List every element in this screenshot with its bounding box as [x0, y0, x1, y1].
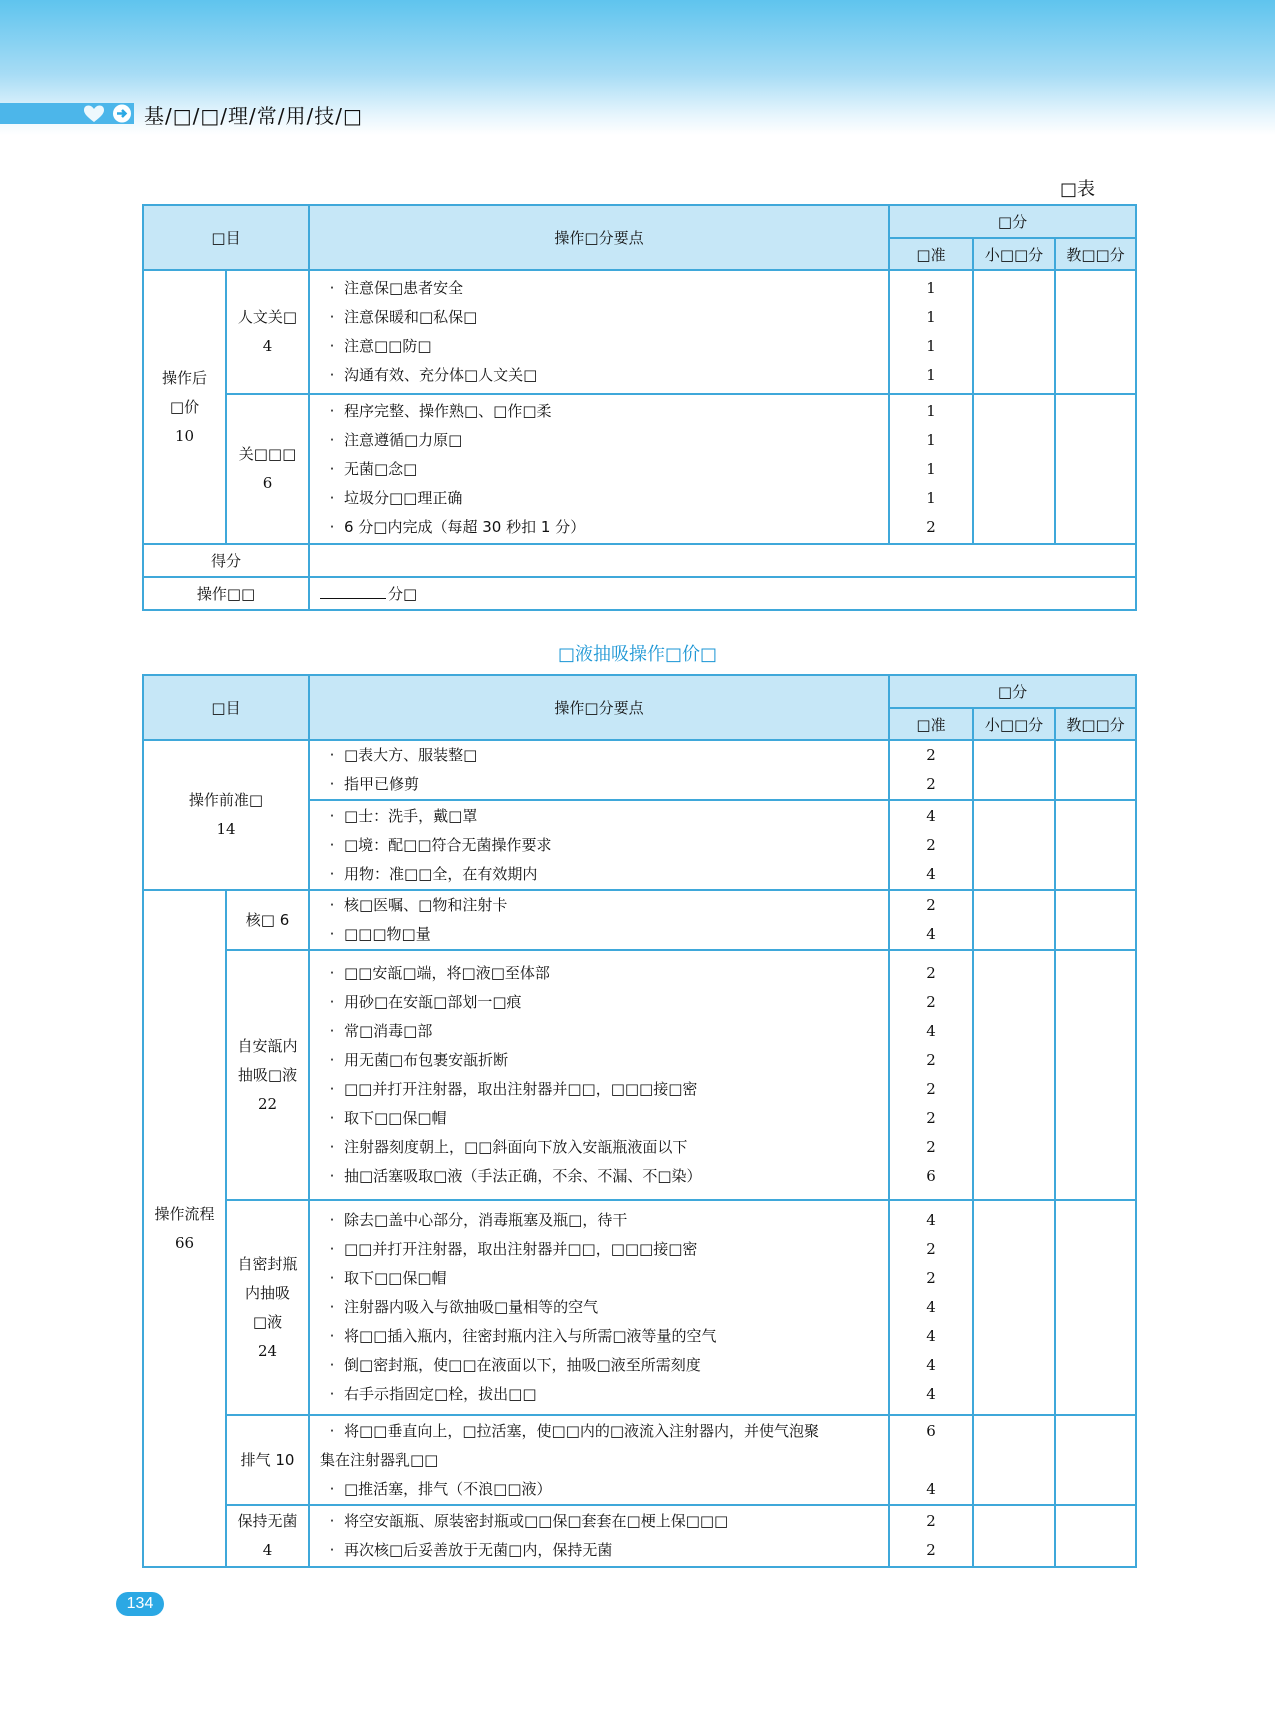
group-items	[309, 394, 889, 544]
standard-scores: 4 2 2 4 4 4 4	[889, 1200, 973, 1415]
list-item: · 将空安瓿瓶、原装密封瓶或□□保□套套在□梗上保□□□	[329, 1512, 729, 1530]
list-item: · 注射器内吸入与欲抽吸□量相等的空气	[329, 1298, 599, 1316]
header-score: □分	[889, 675, 1136, 708]
teacher-score-cell[interactable]	[1055, 950, 1136, 1200]
list-item: · 将□□插入瓶内，往密封瓶内注入与所需□液等量的空气	[329, 1327, 717, 1345]
list-item: · 程序完整、操作熟□、□作□柔	[329, 401, 552, 420]
group-items	[309, 1415, 889, 1505]
group-key-points: 关□□□ 6	[226, 394, 309, 544]
book-title: 基/□/□/理/常/用/技/□	[144, 104, 363, 128]
group-score-cell[interactable]	[973, 270, 1055, 394]
teacher-score-cell[interactable]	[1055, 800, 1136, 890]
standard-scores: 1 1 1 1	[889, 270, 973, 394]
list-item: · □□并打开注射器，取出注射器并□□，□□□接□密	[329, 1240, 698, 1258]
list-item: · 指甲已修剪	[329, 775, 420, 793]
scoring-table-2	[142, 674, 1137, 1568]
group-humanistic-care: 人文关□ 4	[226, 270, 309, 394]
time-blank[interactable]	[320, 584, 386, 599]
group-score-cell[interactable]	[973, 1415, 1055, 1505]
list-item: · 抽□活塞吸取□液（手法正确，不余、不漏、不□染）	[329, 1167, 702, 1185]
total-score-label: 得分	[143, 544, 309, 577]
operation-time-label: 操作□□	[143, 577, 309, 610]
group-score-cell[interactable]	[973, 800, 1055, 890]
header-score: □分	[889, 205, 1136, 238]
teacher-score-cell[interactable]	[1055, 270, 1136, 394]
standard-scores: 2 2 4 2 2 2 2 6	[889, 950, 973, 1200]
list-item: · 右手示指固定□栓，拔出□□	[329, 1385, 537, 1403]
scoring-table-1	[142, 204, 1137, 611]
header-standard: □准	[889, 708, 973, 740]
heart-icon	[82, 103, 106, 124]
operation-time-cell[interactable]	[309, 577, 1136, 610]
section-post-evaluation: 操作后 □价 10	[143, 270, 226, 544]
header-teacher-score: 教□□分	[1055, 708, 1136, 740]
list-item: · 取下□□保□帽	[329, 1269, 447, 1287]
teacher-score-cell[interactable]	[1055, 1415, 1136, 1505]
list-item: · 用物：准□□全，在有效期内	[329, 864, 538, 883]
group-ampoule: 自安瓿内 抽吸□液 22	[226, 950, 309, 1200]
header-teacher-score: 教□□分	[1055, 238, 1136, 270]
list-item: · □士：洗手，戴□罩	[329, 806, 478, 825]
standard-scores: 1 1 1 1 2	[889, 394, 973, 544]
list-item: · 注意遵循□力原□	[329, 430, 463, 449]
teacher-score-cell[interactable]	[1055, 394, 1136, 544]
teacher-score-cell[interactable]	[1055, 1505, 1136, 1567]
group-score-cell[interactable]	[973, 394, 1055, 544]
list-item: · 无菌□念□	[329, 459, 418, 478]
list-item: · 用无菌□布包裹安瓿折断	[329, 1051, 509, 1069]
header-item: □目	[143, 675, 309, 740]
standard-scores: 2 2	[889, 1505, 973, 1567]
group-verify: 核□ 6	[226, 890, 309, 950]
teacher-score-cell[interactable]	[1055, 890, 1136, 950]
group-sealed-vial: 自密封瓶 内抽吸 □液 24	[226, 1200, 309, 1415]
list-item: · □□安瓿□端，将□液□至体部	[329, 964, 550, 982]
group-score-cell[interactable]	[973, 890, 1055, 950]
list-item: · □□□物□量	[329, 925, 431, 943]
teacher-score-cell[interactable]	[1055, 740, 1136, 800]
section-operation-flow: 操作流程 66	[143, 890, 226, 1567]
list-item: · 除去□盖中心部分，消毒瓶塞及瓶□，待干	[329, 1211, 628, 1229]
section-preparation: 操作前准□ 14	[143, 740, 309, 890]
list-item: · 取下□□保□帽	[329, 1109, 447, 1127]
list-item: · 核□医嘱、□物和注射卡	[329, 896, 508, 914]
list-item: · 注射器刻度朝上，□□斜面向下放入安瓿瓶液面以下	[329, 1138, 688, 1156]
list-item: · □表大方、服装整□	[329, 746, 478, 764]
list-item: · 常□消毒□部	[329, 1022, 433, 1040]
arrow-circle-icon	[110, 103, 134, 124]
list-item: · 用砂□在安瓿□部划一□痕	[329, 993, 522, 1011]
list-item: · 注意保□患者安全	[329, 279, 464, 297]
standard-scores: 4 2 4	[889, 800, 973, 890]
total-score-cell[interactable]	[309, 544, 1136, 577]
group-score-cell[interactable]	[973, 950, 1055, 1200]
list-item: · 沟通有效、充分体□人文关□	[329, 366, 538, 384]
group-items	[309, 890, 889, 950]
group-exhaust: 排气 10	[226, 1415, 309, 1505]
list-item: · □境：配□□符合无菌操作要求	[329, 835, 552, 854]
group-items	[309, 1200, 889, 1415]
list-item: · 6 分□内完成（每超 30 秒扣 1 分）	[329, 517, 586, 536]
list-item: · 倒□密封瓶，使□□在液面以下，抽吸□液至所需刻度	[329, 1356, 701, 1374]
standard-scores: 2 4	[889, 890, 973, 950]
page-number: 134	[116, 1592, 164, 1616]
header-group-score: 小□□分	[973, 708, 1055, 740]
standard-scores: 6 4	[889, 1415, 973, 1505]
header-standard: □准	[889, 238, 973, 270]
group-keep-sterile: 保持无菌 4	[226, 1505, 309, 1567]
list-item-continued: 集在注射器乳□□	[320, 1450, 439, 1469]
header-item: □目	[143, 205, 309, 270]
group-items	[309, 270, 889, 394]
teacher-score-cell[interactable]	[1055, 1200, 1136, 1415]
list-item: · 注意保暖和□私保□	[329, 308, 478, 326]
header-group-score: 小□□分	[973, 238, 1055, 270]
group-score-cell[interactable]	[973, 740, 1055, 800]
header-points: 操作□分要点	[309, 205, 889, 270]
group-items	[309, 950, 889, 1200]
group-items	[309, 1505, 889, 1567]
group-items	[309, 800, 889, 890]
list-item: · 再次核□后妥善放于无菌□内，保持无菌	[329, 1541, 613, 1559]
table-label: □表	[1060, 179, 1096, 200]
group-score-cell[interactable]	[973, 1200, 1055, 1415]
time-unit: 分□	[388, 585, 418, 603]
list-item: · □推活塞，排气（不浪□□液）	[329, 1479, 552, 1498]
header-points: 操作□分要点	[309, 675, 889, 740]
list-item: · 垃圾分□□理正确	[329, 488, 463, 507]
list-item: · 注意□□防□	[329, 337, 432, 355]
section-title: □液抽吸操作□价□	[557, 644, 718, 665]
group-score-cell[interactable]	[973, 1505, 1055, 1567]
list-item: · □□并打开注射器，取出注射器并□□，□□□接□密	[329, 1080, 698, 1098]
group-items	[309, 740, 889, 800]
standard-scores: 2 2	[889, 740, 973, 800]
list-item: · 将□□垂直向上，□拉活塞，使□□内的□液流入注射器内，并使气泡聚	[329, 1421, 820, 1440]
